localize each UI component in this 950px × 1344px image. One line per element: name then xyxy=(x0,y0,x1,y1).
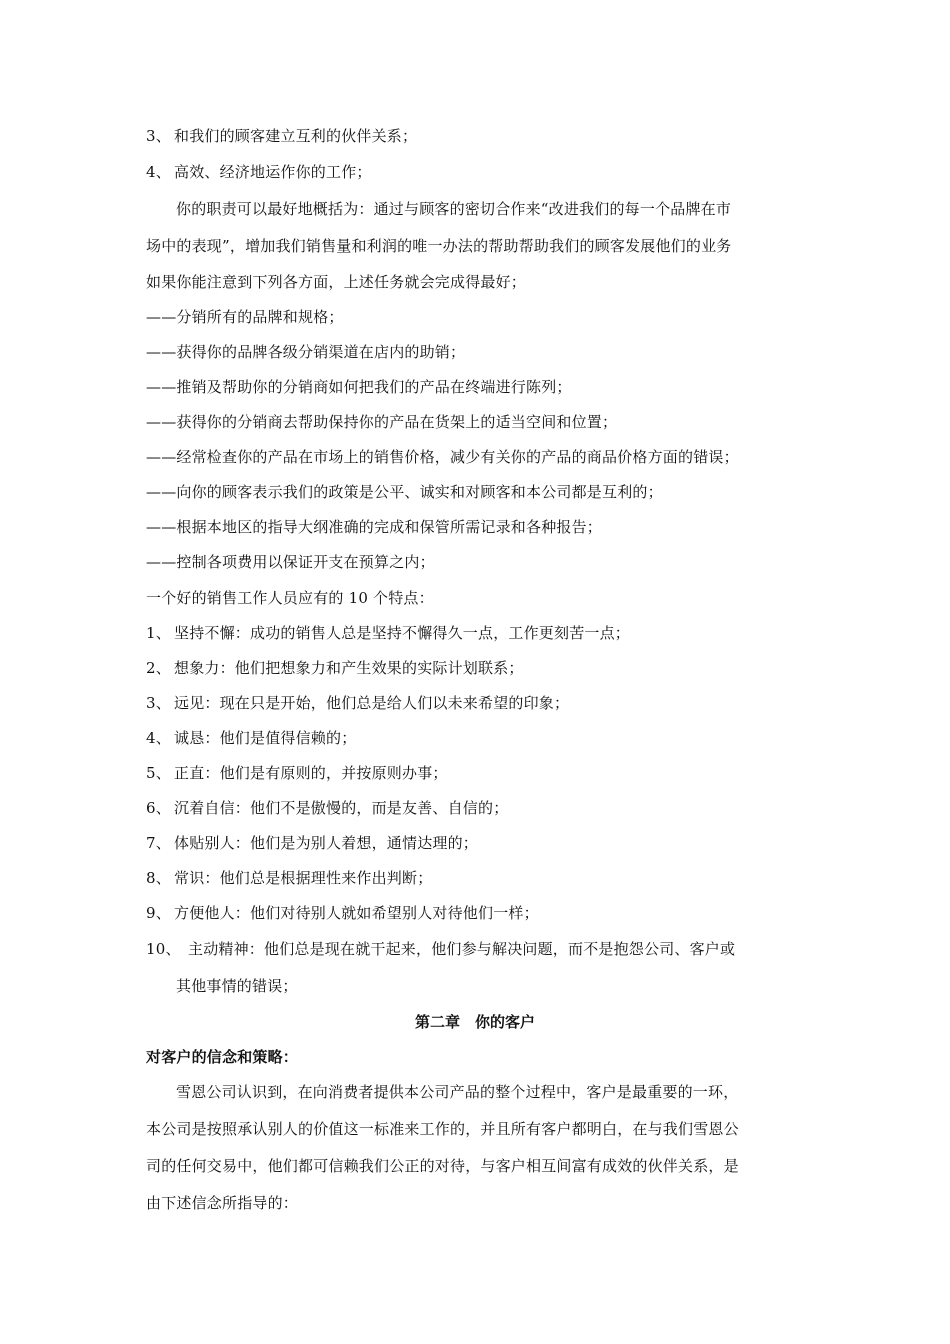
list-item xyxy=(146,903,539,923)
list-item xyxy=(146,126,417,146)
paragraph-line: 如果你能注意到下列各方面，上述任务就会完成得最好； xyxy=(146,273,527,291)
dash-item: ——控制各项费用以保证开支在预算之内； xyxy=(146,553,435,571)
list-number: 4、 xyxy=(146,163,171,181)
list-item xyxy=(146,728,356,748)
list-text: 主动精神：他们总是现在就干起来，他们参与解决问题，而不是抱怨公司、客户或 xyxy=(188,940,736,958)
list-text: 常识：他们总是根据理性来作出判断； xyxy=(174,869,433,887)
list-number: 10、 xyxy=(146,940,181,958)
dash-item: ——获得你的分销商去帮助保持你的产品在货架上的适当空间和位置； xyxy=(146,413,618,431)
list-item xyxy=(146,693,569,713)
paragraph-line: 由下述信念所指导的： xyxy=(146,1194,299,1212)
list-item xyxy=(146,658,524,678)
list-number: 4、 xyxy=(146,729,171,747)
list-item xyxy=(146,798,508,818)
list-text: 远见：现在只是开始，他们总是给人们以未来希望的印象； xyxy=(174,694,570,712)
list-text: 沉着自信：他们不是傲慢的，而是友善、自信的； xyxy=(174,799,509,817)
paragraph-line: 雪恩公司认识到，在向消费者提供本公司产品的整个过程中，客户是最重要的一环， xyxy=(176,1083,739,1101)
list-item xyxy=(146,868,432,888)
list-number: 1、 xyxy=(146,624,171,642)
chapter-title: 第二章 你的客户 xyxy=(414,1013,535,1031)
dash-item: ——获得你的品牌各级分销渠道在店内的助销； xyxy=(146,343,466,361)
list-number: 3、 xyxy=(146,694,171,712)
traits-intro: 一个好的销售工作人员应有的 10 个特点： xyxy=(146,589,434,607)
list-text: 和我们的顾客建立互利的伙伴关系； xyxy=(174,127,418,145)
list-item xyxy=(146,763,448,783)
list-item xyxy=(146,833,478,853)
list-text: 方便他人：他们对待别人就如希望别人对待他们一样； xyxy=(174,904,539,922)
dash-item: ——经常检查你的产品在市场上的销售价格，减少有关你的产品的商品价格方面的错误； xyxy=(146,448,739,466)
list-number: 3、 xyxy=(146,127,171,145)
list-number: 9、 xyxy=(146,904,171,922)
list-text: 体贴别人：他们是为别人着想，通情达理的； xyxy=(174,834,479,852)
paragraph-line: 你的职责可以最好地概括为：通过与顾客的密切合作来“改进我们的每一个品牌在市 xyxy=(176,200,732,218)
list-text: 正直：他们是有原则的，并按原则办事； xyxy=(174,764,448,782)
paragraph-line: 本公司是按照承认别人的价值这一标准来工作的，并且所有客户都明白，在与我们雪恩公 xyxy=(146,1120,739,1138)
list-item xyxy=(146,623,630,643)
list-number: 2、 xyxy=(146,659,171,677)
list-number: 7、 xyxy=(146,834,171,852)
section-title: 对客户的信念和策略： xyxy=(146,1048,299,1066)
list-item-continuation: 其他事情的错误； xyxy=(176,977,298,995)
list-text: 坚持不懈：成功的销售人总是坚持不懈得久一点，工作更刻苦一点； xyxy=(174,624,631,642)
list-number: 5、 xyxy=(146,764,171,782)
paragraph-line: 场中的表现”，增加我们销售量和利润的唯一办法的帮助帮助我们的顾客发展他们的业务 xyxy=(146,237,732,255)
paragraph-line: 司的任何交易中，他们都可信赖我们公正的对待，与客户相互间富有成效的伙伴关系，是 xyxy=(146,1157,739,1175)
dash-item: ——推销及帮助你的分销商如何把我们的产品在终端进行陈列； xyxy=(146,378,572,396)
list-text: 想象力：他们把想象力和产生效果的实际计划联系； xyxy=(174,659,524,677)
dash-item: ——分销所有的品牌和规格； xyxy=(146,308,344,326)
dash-item: ——向你的顾客表示我们的政策是公平、诚实和对顾客和本公司都是互利的； xyxy=(146,483,663,501)
list-text: 高效、经济地运作你的工作； xyxy=(174,163,372,181)
list-text: 诚恳：他们是值得信赖的； xyxy=(174,729,357,747)
dash-item: ——根据本地区的指导大纲准确的完成和保管所需记录和各种报告； xyxy=(146,518,603,536)
list-item xyxy=(146,939,735,959)
list-number: 6、 xyxy=(146,799,171,817)
list-number: 8、 xyxy=(146,869,171,887)
list-item xyxy=(146,162,372,182)
